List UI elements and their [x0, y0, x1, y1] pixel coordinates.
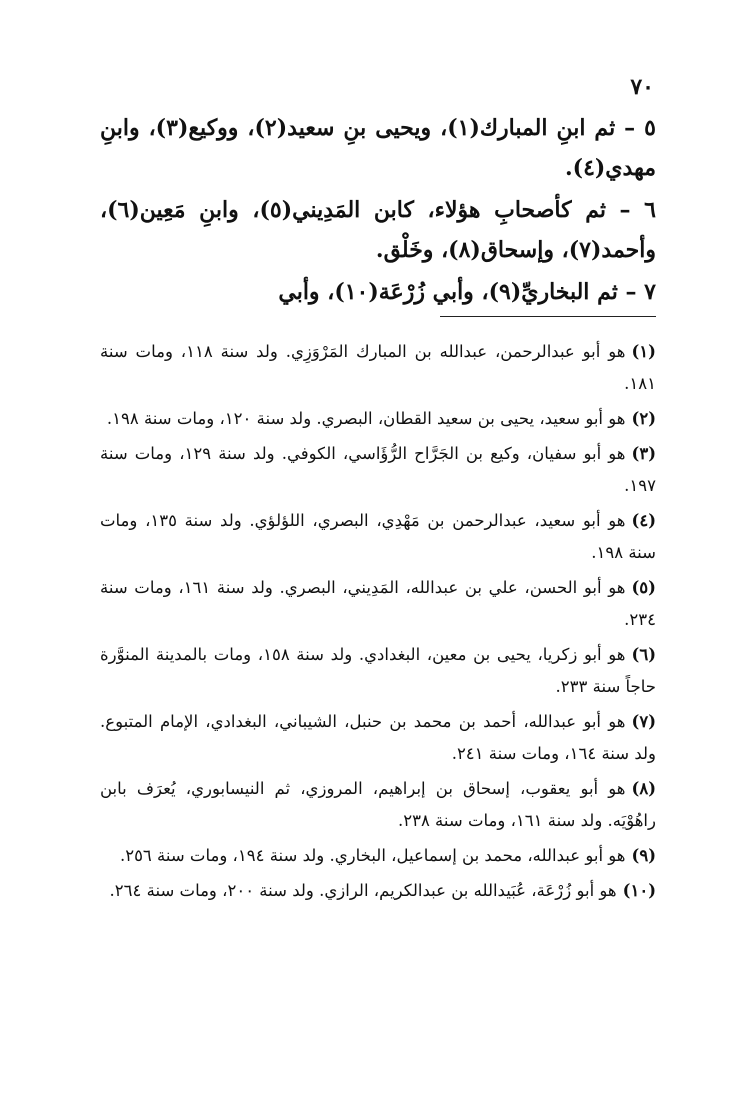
footnote-text: هو أبو سفيان، وكيع بن الجَرَّاح الرُّؤَاسي، الكوفي. ولد سنة ١٢٩، ومات سنة ١٩٧. — [100, 444, 656, 495]
footnote-text: هو أبو زُرْعَة، عُبَيدالله بن عبدالكريم، الرازي. ولد سنة ٢٠٠، ومات سنة ٢٦٤. — [109, 881, 617, 900]
footnote-number: (٣) — [631, 444, 656, 463]
page-number: ٧٠ — [630, 74, 654, 100]
footnote — [100, 840, 656, 872]
footnote-number: (٧) — [631, 712, 656, 731]
footnote-text: هو أبو عبدالله، أحمد بن محمد بن حنبل، الشيباني، البغدادي، الإمام المتبوع. ولد سنة ١٦٤، ومات سنة ٢٤١. — [100, 712, 656, 763]
footnote — [100, 639, 656, 703]
footnote — [100, 875, 656, 907]
footnote — [100, 505, 656, 569]
footnote — [100, 403, 656, 435]
footnote-number: (٦) — [631, 645, 656, 664]
main-paragraph: ٥ – ثم ابنِ المبارك(١)، ويحيى بنِ سعيد(٢)، ووكيع(٣)، وابنِ مهدي(٤). — [100, 115, 656, 181]
main-paragraph: ٧ – ثم البخاريِّ(٩)، وأبي زُرْعَة(١٠)، وأبي — [278, 279, 656, 305]
footnotes — [100, 336, 656, 907]
footnote-text: هو أبو عبدالله، محمد بن إسماعيل، البخاري. ولد سنة ١٩٤، ومات سنة ٢٥٦. — [119, 846, 626, 865]
footnote-number: (٢) — [631, 409, 656, 428]
footnote-number: (٨) — [631, 779, 656, 798]
footnote-number: (٤) — [631, 511, 656, 530]
footnote-text: هو أبو سعيد، عبدالرحمن بن مَهْدِي، البصري، اللؤلؤي. ولد سنة ١٣٥، ومات سنة ١٩٨. — [100, 511, 656, 562]
footnote-text: هو أبو عبدالرحمن، عبدالله بن المبارك المَرْوَزِي. ولد سنة ١١٨، ومات سنة ١٨١. — [100, 342, 656, 393]
main-paragraph: ٦ – ثم كأصحابِ هؤلاء، كابن المَدِيني(٥)، وابنِ مَعِين(٦)، وأحمد(٧)، وإسحاق(٨)، وخَلْق. — [100, 197, 656, 263]
footnote-separator — [440, 316, 656, 317]
footnote-text: هو أبو يعقوب، إسحاق بن إبراهيم، المروزي، ثم النيسابوري، يُعرَف بابن راهُوْيَه. ولد سنة ١٦١، ومات سنة ٢٣٨. — [100, 779, 656, 830]
footnote — [100, 438, 656, 502]
footnote-text: هو أبو الحسن، علي بن عبدالله، المَدِيني، البصري. ولد سنة ١٦١، ومات سنة ٢٣٤. — [100, 578, 656, 629]
footnote-text: هو أبو زكريا، يحيى بن معين، البغدادي. ولد سنة ١٥٨، ومات بالمدينة المنوَّرة حاجاً سنة ٢٣٣. — [100, 645, 656, 696]
footnote — [100, 336, 656, 400]
footnote-number: (٥) — [631, 578, 656, 597]
footnote-number: (١) — [631, 342, 656, 361]
footnote-number: (٩) — [631, 846, 656, 865]
footnote-number: (١٠) — [622, 881, 656, 900]
footnote — [100, 572, 656, 636]
footnote — [100, 706, 656, 770]
footnote-text: هو أبو سعيد، يحيى بن سعيد القطان، البصري. ولد سنة ١٢٠، ومات سنة ١٩٨. — [106, 409, 626, 428]
main-text — [100, 108, 656, 312]
footnote — [100, 773, 656, 837]
